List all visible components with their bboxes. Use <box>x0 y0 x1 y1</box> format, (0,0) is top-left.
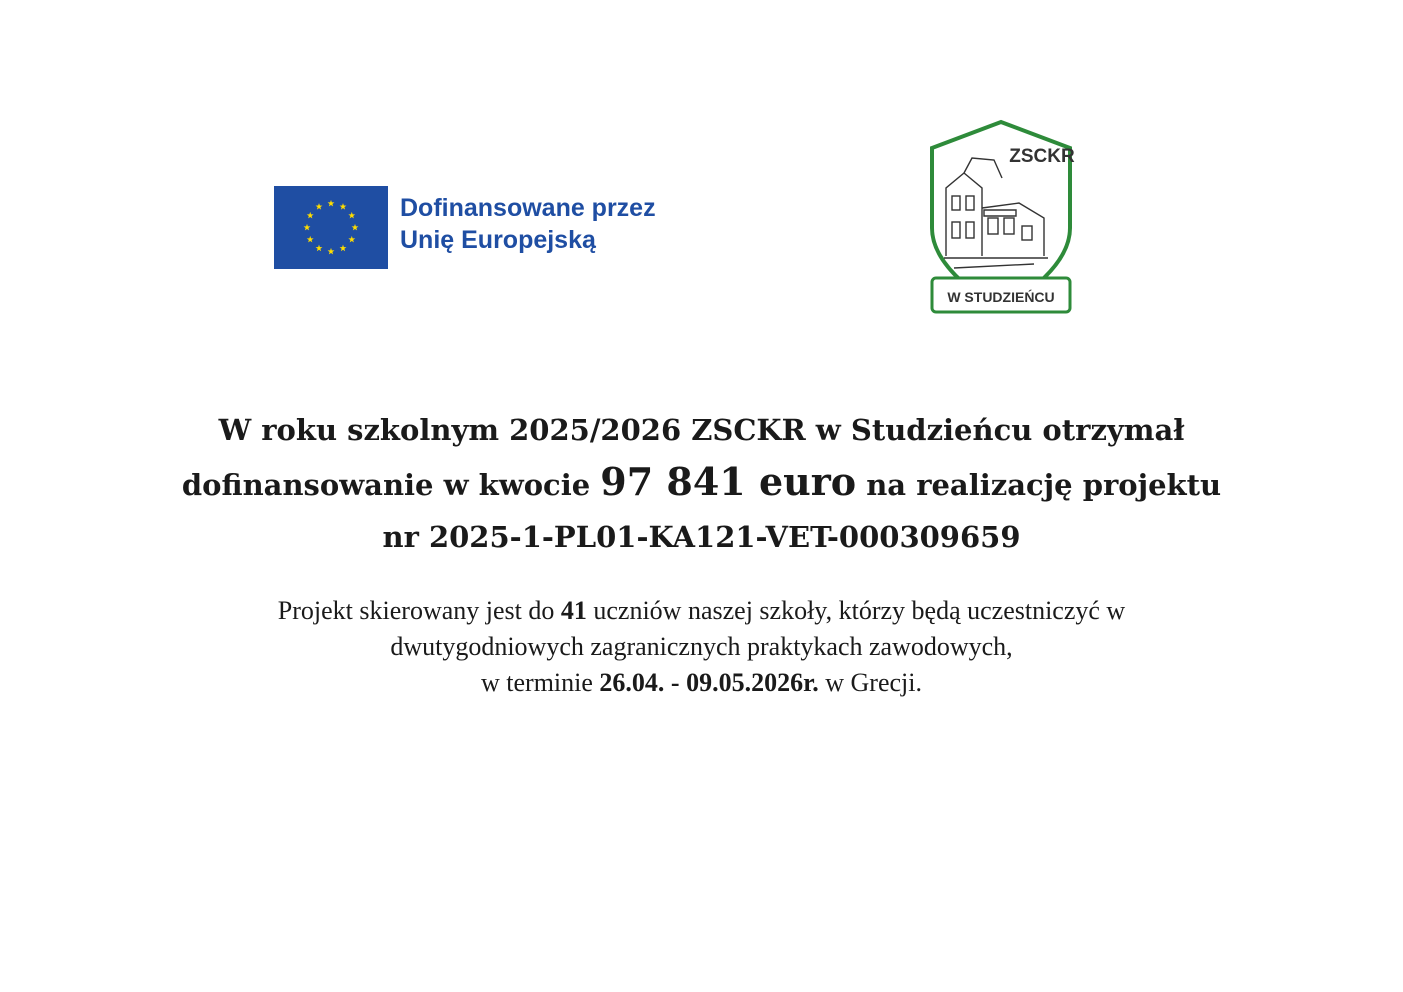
headline-line2-start: dofinansowanie w kwocie <box>181 468 601 502</box>
headline-line1: W roku szkolnym 2025/2026 ZSCKR w Studzieńcu otrzymał <box>218 413 1185 447</box>
student-count: 41 <box>560 596 587 625</box>
school-crest-logo <box>924 118 1078 318</box>
description-line2: dwutygodniowych zagranicznych praktykach zawodowych, <box>390 632 1013 661</box>
crest-bottom-text: W STUDZIEŃCU <box>947 289 1055 305</box>
description-line1-start: Projekt skierowany jest do <box>277 596 561 625</box>
description-line1-end: uczniów naszej szkoły, którzy będą uczestniczyć w <box>586 596 1126 625</box>
project-description <box>100 593 1303 701</box>
eu-text-line1: Dofinansowane przez <box>400 193 656 222</box>
eu-text-line2: Unię Europejską <box>400 225 596 254</box>
headline-line2-end: na realizację projektu <box>856 468 1222 502</box>
description-line3-start: w terminie <box>481 668 600 697</box>
project-number: nr 2025-1-PL01-KA121-VET-000309659 <box>382 520 1021 554</box>
description-line1 <box>100 593 1303 629</box>
eu-cofunding-logo <box>274 186 656 269</box>
eu-flag-icon <box>274 186 388 269</box>
internship-dates: 26.04. - 09.05.2026r. <box>599 668 819 697</box>
funding-amount: 97 841 euro <box>600 459 857 504</box>
crest-top-text: ZSCKR <box>1009 146 1075 167</box>
description-line3-end: w Grecji. <box>818 668 922 697</box>
funding-headline <box>100 404 1303 563</box>
headline-line2 <box>100 456 1303 511</box>
description-line3 <box>100 665 1303 701</box>
eu-cofunding-text <box>400 192 656 256</box>
